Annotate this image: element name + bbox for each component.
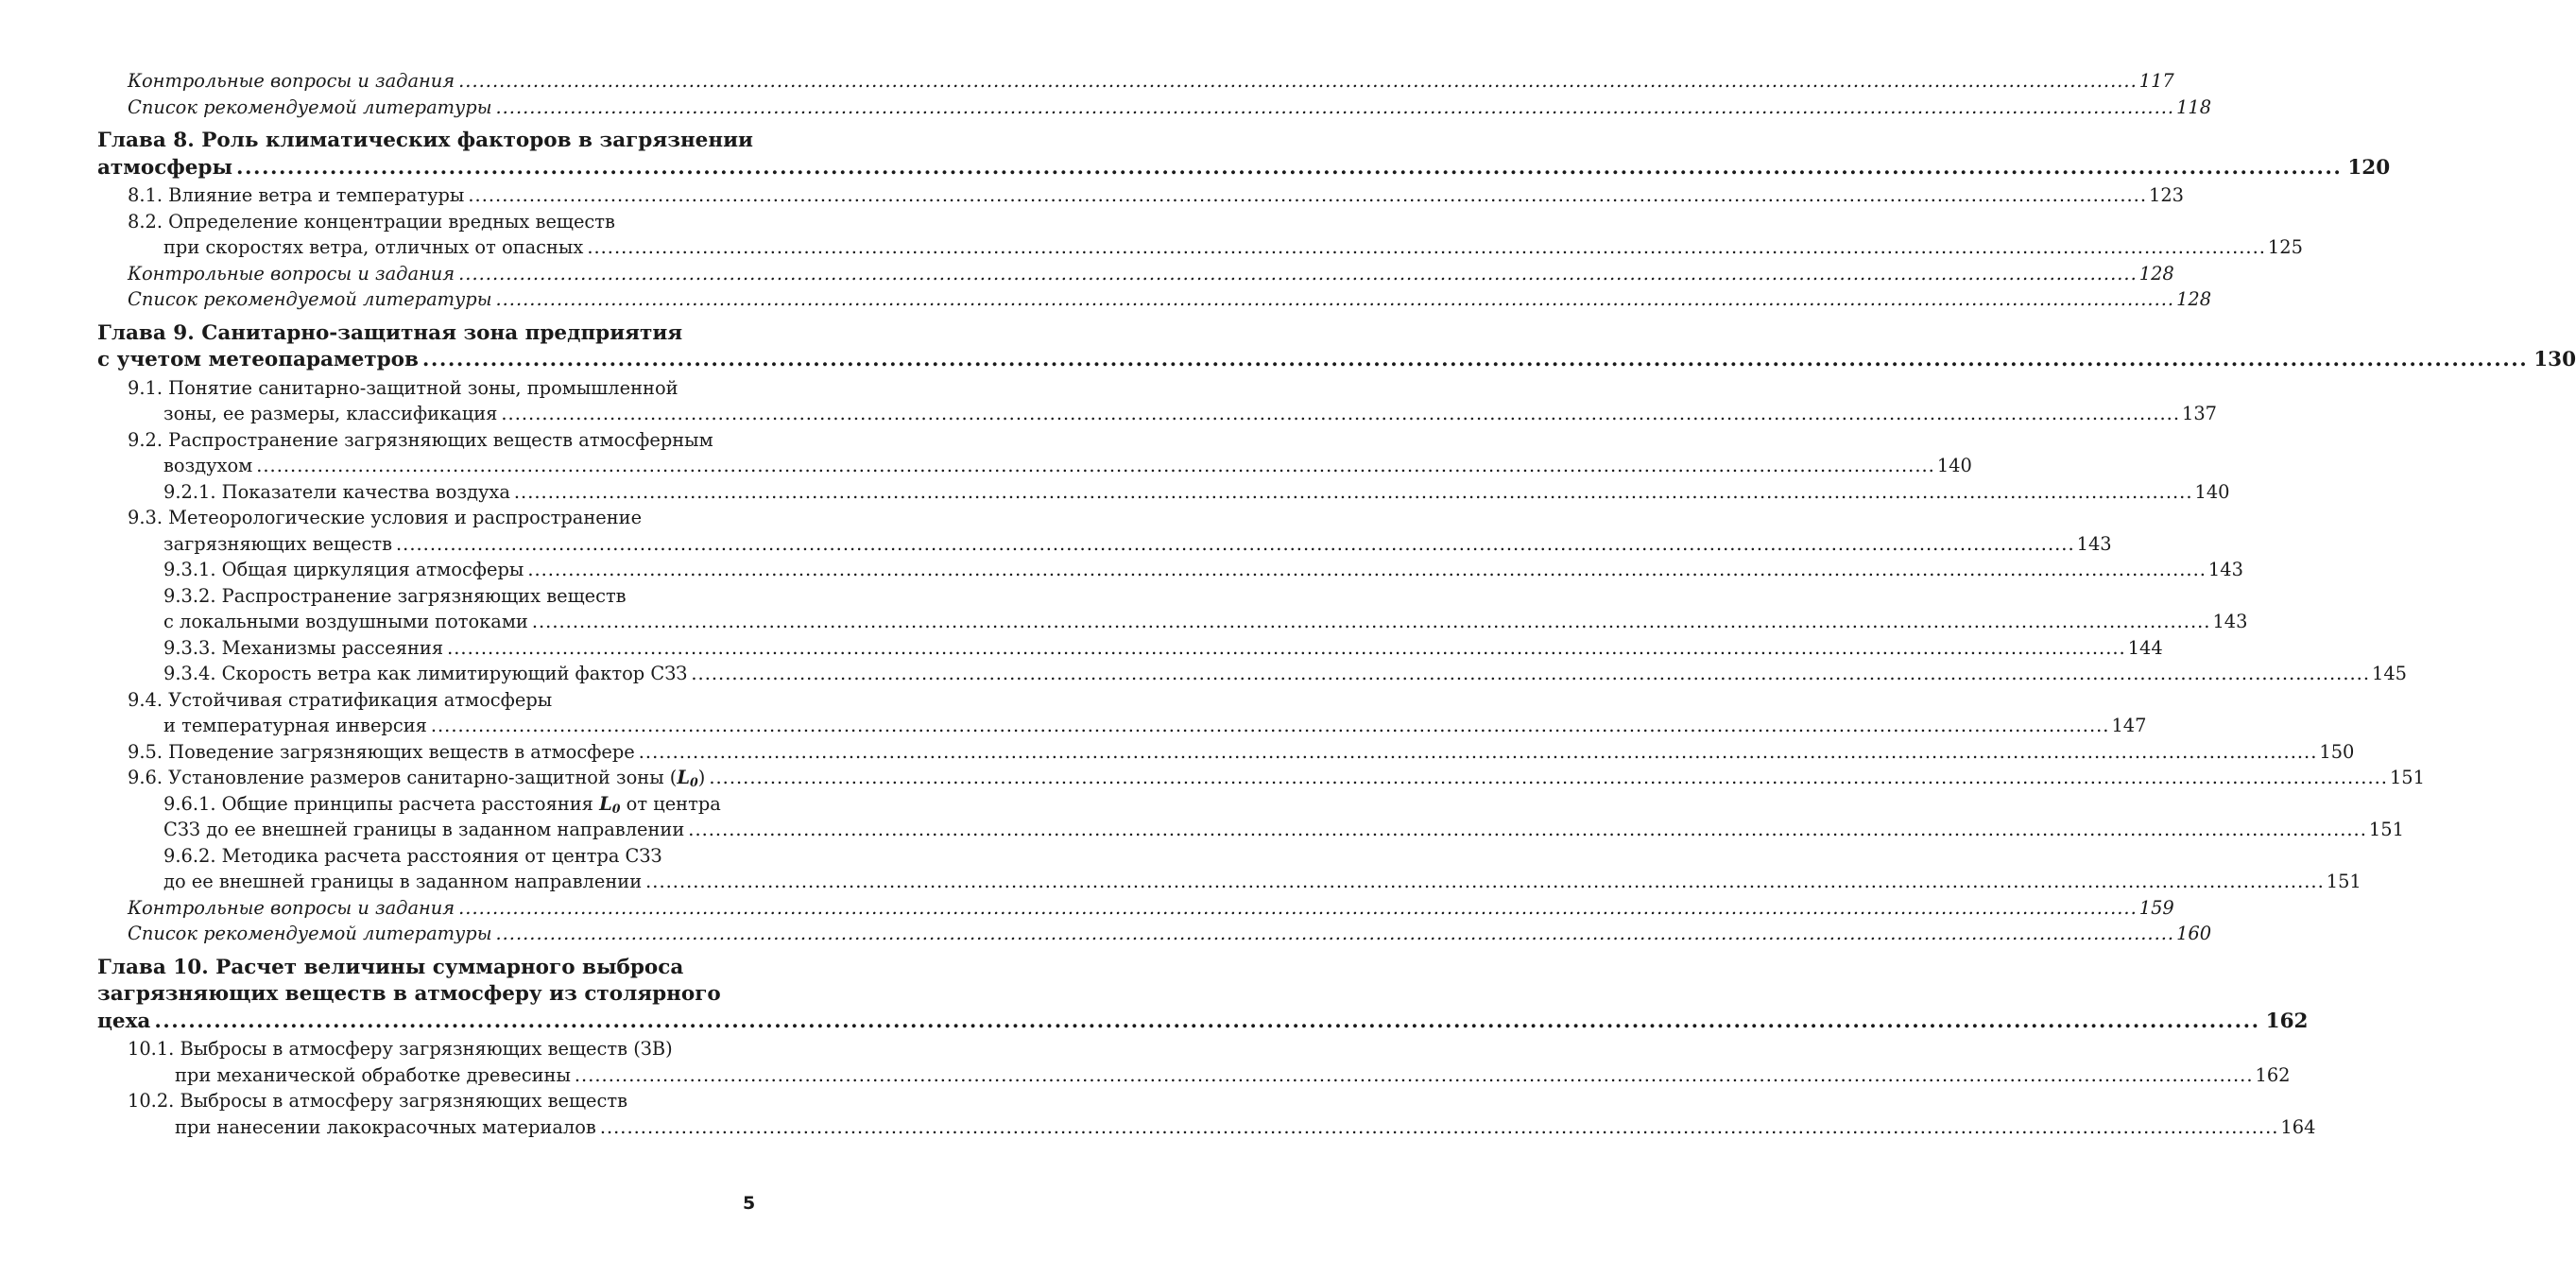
toc-section-9-6 [97,765,2425,791]
toc-entry-title: Список рекомендуемой литературы [128,95,492,118]
toc-page-number: 128 [2138,262,2174,285]
toc-page-number: 147 [2111,715,2147,736]
toc-section-9-5 [97,739,2355,766]
toc-chapter-title-line2: загрязняющих веществ в атмосферу из столярного [97,982,721,1006]
toc-page-number: 151 [2368,819,2404,840]
toc-entry-references-ch9 [97,921,2212,947]
toc-entry-title-line2: при скоростях ветра, отличных от опасных [163,236,584,258]
table-of-contents [97,68,2576,1140]
toc-entry-title: 9.6. Установление размеров санитарно-защитной зоны $(L_0)$ [128,767,706,789]
toc-entry-title-line1: 9.2. Распространение загрязняющих веществ атмосферным [128,428,713,451]
toc-section-9-3-3 [97,635,2163,662]
toc-page-number: 162 [2265,1009,2309,1033]
toc-section-9-3-2 [97,583,2248,635]
toc-entry-title-line2: при нанесении лакокрасочных материалов [175,1115,596,1138]
page-number: 5 [743,1193,756,1214]
toc-entry-title-line2: и температурная инверсия [163,715,427,736]
toc-page-number: 123 [2148,184,2184,206]
toc-chapter-9 [97,320,2576,374]
toc-section-9-6-2 [97,843,2361,895]
toc-entry-title-line1: 9.6.1. Общие принципы расчета расстояния $L_0$ от центра [163,792,721,816]
toc-entry-title: Контрольные вопросы и задания [128,262,455,285]
toc-entry-title-line1: 10.1. Выбросы в атмосферу загрязняющих веществ (ЗВ) [128,1038,673,1060]
toc-entry-title: Список рекомендуемой литературы [128,288,492,310]
toc-entry-title-line1: 9.6.2. Методика расчета расстояния от центра СЗЗ [163,844,662,867]
toc-page-number: 159 [2138,896,2174,919]
toc-entry-title-line2: до ее внешней границы в заданном направлении [163,871,643,892]
toc-section-10-1 [97,1036,2291,1088]
toc-entry-control-questions-ch7 [97,68,2174,95]
toc-section-9-3 [97,505,2112,557]
toc-entry-control-questions-ch9 [97,895,2174,922]
toc-entry-title: 8.1. Влияние ветра и температуры [128,184,465,206]
toc-entry-title: 9.3.1. Общая циркуляция атмосферы [163,559,524,580]
toc-entry-title: 9.3.4. Скорость ветра как лимитирующий фактор СЗЗ [163,663,688,684]
toc-page-number: 143 [2207,559,2243,580]
toc-section-9-3-1 [97,557,2243,583]
toc-chapter-title-line3: цеха [97,1009,151,1033]
toc-section-9-2 [97,427,1972,479]
toc-chapter-10 [97,955,2309,1036]
toc-section-9-3-4 [97,661,2408,687]
toc-page-number: 125 [2267,236,2303,258]
toc-section-9-6-1 [97,791,2404,843]
toc-section-8-2 [97,209,2303,261]
toc-page-number: 151 [2389,767,2425,788]
toc-chapter-title-line1: Глава 8. Роль климатических факторов в загрязнении [97,129,753,152]
toc-page-number: 118 [2176,95,2212,118]
toc-page-number: 140 [1936,455,1972,476]
toc-page-number: 160 [2176,923,2212,944]
toc-page-number: 143 [2212,611,2248,632]
toc-chapter-8 [97,128,2391,181]
toc-chapter-title-line2: атмосферы [97,155,233,180]
math-symbol-l0: $L_0$ [599,792,621,816]
toc-page-number: 150 [2319,740,2355,763]
math-symbol-l0: $L_0$ [677,767,698,789]
toc-chapter-title-line1: Глава 9. Санитарно-защитная зона предприятия [97,320,683,345]
toc-page-number: 140 [2194,480,2230,503]
toc-entry-title-line2: при механической обработке древесины [175,1063,571,1086]
toc-entry-title-line2: СЗЗ до ее внешней границы в заданном направлении [163,819,685,840]
toc-entry-title: 9.5. Поведение загрязняющих веществ в атмосфере [128,740,635,763]
toc-page-number: 120 [2347,155,2391,180]
toc-chapter-title-line2: с учетом метеопараметров [97,348,419,371]
toc-page-number: 162 [2255,1063,2291,1086]
toc-page-number: 117 [2138,70,2174,92]
toc-entry-title-line1: 9.3. Метеорологические условия и распространение [128,507,643,528]
toc-page-number: 145 [2372,663,2408,684]
toc-entry-title-line2: с локальными воздушными потоками [163,611,528,632]
toc-entry-title: Контрольные вопросы и задания [128,896,455,919]
toc-entry-title-line2: зоны, ее размеры, классификация [163,403,498,424]
toc-entry-references-ch8 [97,286,2212,313]
toc-page-number: 164 [2280,1115,2316,1138]
toc-entry-title-line2: воздухом [163,455,253,476]
toc-page-number: 151 [2326,871,2361,892]
toc-section-9-2-1 [97,479,2230,506]
toc-page-number: 130 [2533,348,2576,371]
toc-entry-title-line1: 9.4. Устойчивая стратификация атмосферы [128,688,553,711]
toc-entry-control-questions-ch8 [97,261,2174,287]
toc-entry-title: 9.3.3. Механизмы рассеяния [163,636,444,659]
toc-page-number: 143 [2076,532,2112,555]
toc-entry-title: Список рекомендуемой литературы [128,923,492,944]
toc-page-number: 128 [2176,288,2212,310]
toc-entry-title-line1: 9.1. Понятие санитарно-защитной зоны, промышленной [128,376,678,399]
toc-entry-references-ch7 [97,95,2212,121]
toc-section-9-4 [97,687,2147,739]
toc-entry-title: 9.2.1. Показатели качества воздуха [163,480,510,503]
toc-entry-title-line1: 8.2. Определение концентрации вредных веществ [128,210,615,233]
toc-entry-title: Контрольные вопросы и задания [128,70,455,92]
toc-section-9-1 [97,375,2218,427]
toc-section-8-1 [97,182,2184,209]
toc-entry-title-line1: 10.2. Выбросы в атмосферу загрязняющих веществ [128,1090,628,1112]
toc-page-number: 144 [2127,636,2163,659]
toc-page-number: 137 [2182,403,2218,424]
toc-chapter-title-line1: Глава 10. Расчет величины суммарного выброса [97,955,684,979]
toc-entry-title-line2: загрязняющих веществ [163,532,393,555]
toc-entry-title-line1: 9.3.2. Распространение загрязняющих веществ [163,584,627,607]
toc-section-10-2 [97,1088,2316,1140]
